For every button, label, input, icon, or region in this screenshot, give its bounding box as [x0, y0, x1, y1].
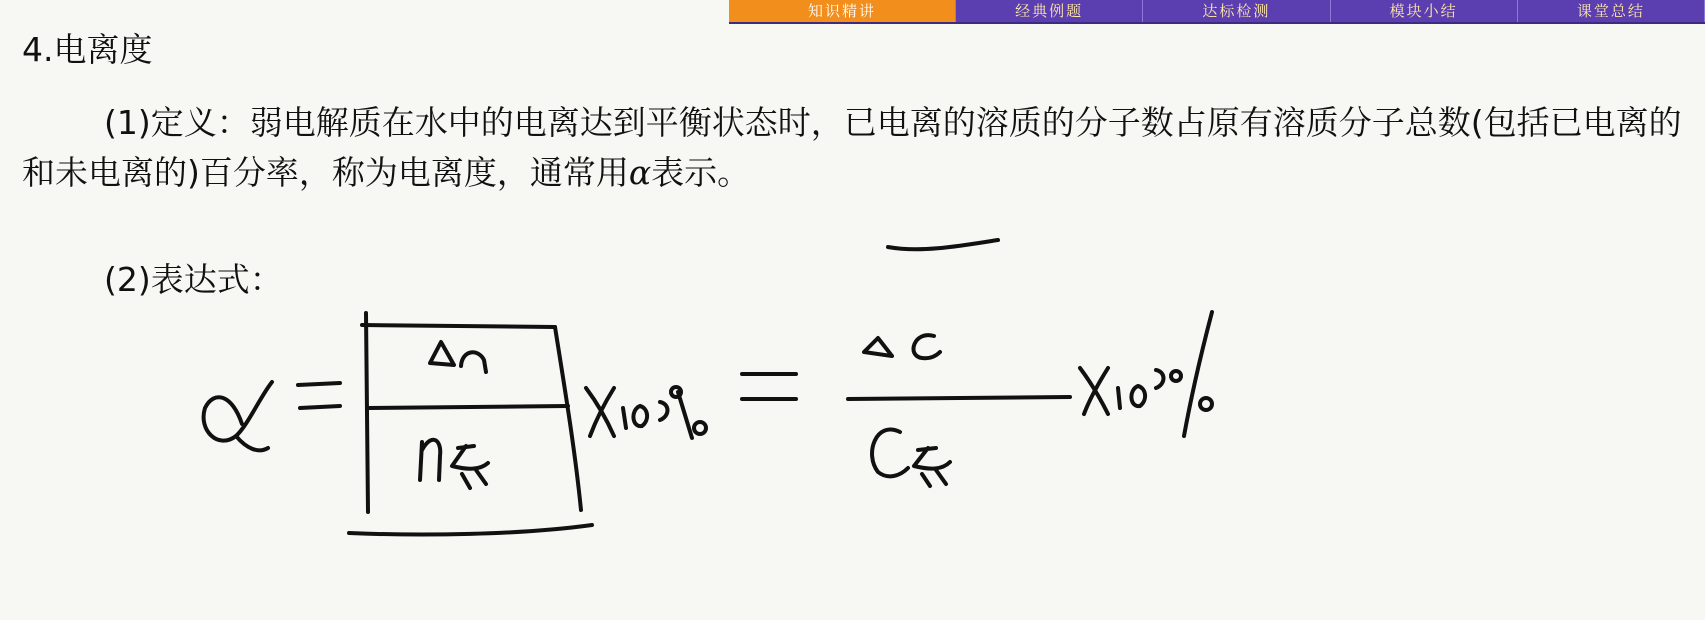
definition-lead: (1)定义：弱电解质在水中的电离达到平衡状态时，已电离的溶质的分子数占原有溶质分子总数(包括已电离的和未电离的)百分率，称为	[22, 103, 1682, 192]
alpha-symbol: α	[628, 153, 652, 192]
tab-check[interactable]: 达标检测	[1143, 0, 1330, 22]
tab-knowledge[interactable]: 知识精讲	[729, 0, 956, 22]
fraction-line-2	[848, 397, 1070, 399]
definition-end: 表示。	[651, 153, 751, 192]
section-heading: 4.电离度	[22, 30, 153, 69]
expression-label: (2)表达式：	[104, 260, 283, 299]
tab-summary[interactable]: 模块小结	[1331, 0, 1518, 22]
box-right	[555, 327, 581, 510]
term-underline	[888, 240, 998, 249]
box-top	[362, 325, 555, 327]
definition-tail: ，通常用	[496, 153, 629, 192]
tab-examples[interactable]: 经典例题	[956, 0, 1143, 22]
fraction-line-1	[368, 406, 568, 408]
delta-n	[430, 342, 454, 365]
alpha-handwritten	[204, 382, 272, 441]
equals-1	[298, 383, 340, 385]
c-total	[872, 429, 908, 476]
box-left	[366, 313, 368, 512]
tab-class-summary[interactable]: 课堂总结	[1518, 0, 1705, 22]
delta-c	[864, 338, 892, 356]
definition-term: 电离度	[397, 153, 497, 192]
box-bottom	[349, 525, 592, 534]
